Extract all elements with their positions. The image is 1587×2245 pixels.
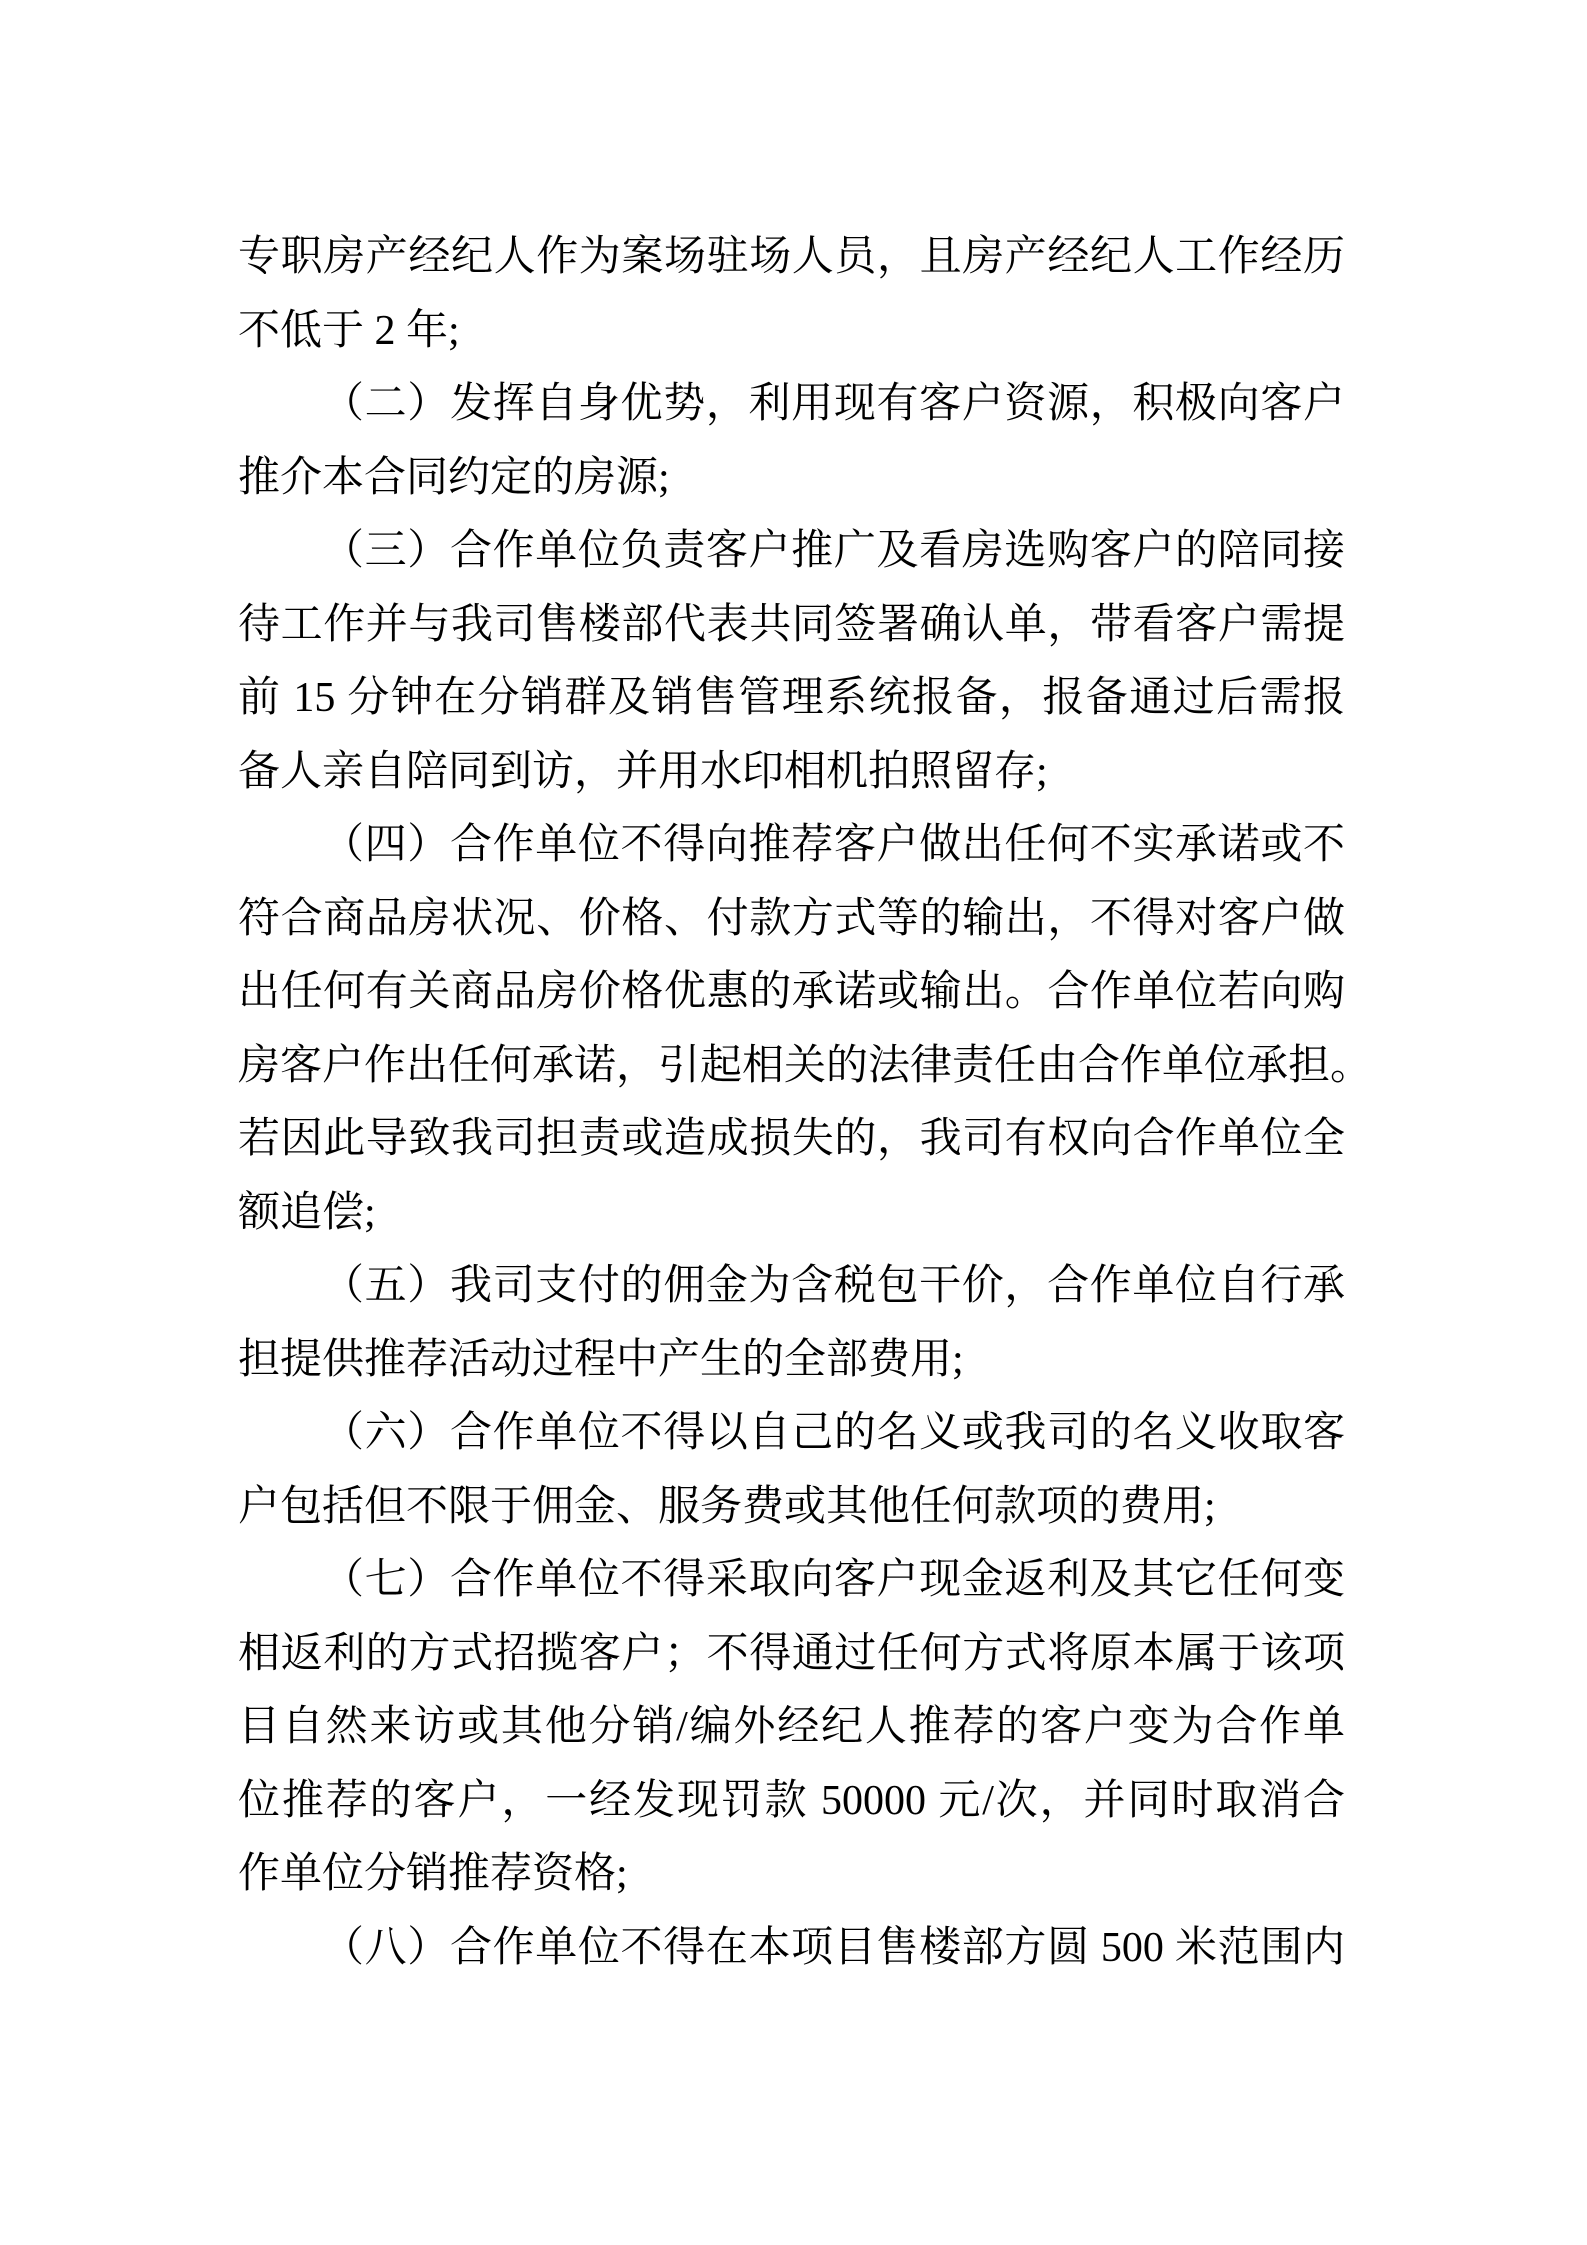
document-line: 目自然来访或其他分销/编外经纪人推荐的客户变为合作单: [238, 1704, 1345, 1750]
document-line: 额追偿;: [238, 1189, 376, 1236]
document-line: 备人亲自陪同到访，并用水印相机拍照留存;: [238, 748, 1048, 795]
document-line: （八）合作单位不得在本项目售楼部方圆 500 米范围内: [322, 1924, 1345, 1971]
document-line: 位推荐的客户，一经发现罚款 50000 元/次，并同时取消合: [238, 1777, 1345, 1824]
document-line: 出任何有关商品房价格优惠的承诺或输出。合作单位若向购: [238, 969, 1345, 1015]
document-line: 房客户作出任何承诺，引起相关的法律责任由合作单位承担。: [238, 1042, 1373, 1089]
document-line: 不低于 2 年;: [238, 307, 460, 354]
document-line: 推介本合同约定的房源;: [238, 454, 670, 501]
document-line: （七）合作单位不得采取向客户现金返利及其它任何变: [322, 1557, 1345, 1603]
document-line: （二）发挥自身优势，利用现有客户资源，积极向客户: [322, 381, 1345, 427]
document-line: （五）我司支付的佣金为含税包干价，合作单位自行承: [322, 1263, 1345, 1309]
document-line: 专职房产经纪人作为案场驻场人员，且房产经纪人工作经历: [238, 234, 1345, 280]
document-line: （六）合作单位不得以自己的名义或我司的名义收取客: [322, 1410, 1345, 1456]
document-line: （三）合作单位负责客户推广及看房选购客户的陪同接: [322, 528, 1345, 574]
document-line: 符合商品房状况、价格、付款方式等的输出，不得对客户做: [238, 895, 1345, 942]
document-line: 待工作并与我司售楼部代表共同签署确认单，带看客户需提: [238, 601, 1345, 648]
document-line: （四）合作单位不得向推荐客户做出任何不实承诺或不: [322, 822, 1345, 868]
document-line: 前 15 分钟在分销群及销售管理系统报备，报备通过后需报: [238, 675, 1345, 721]
document-line: 若因此导致我司担责或造成损失的，我司有权向合作单位全: [238, 1116, 1345, 1162]
document-line: 担提供推荐活动过程中产生的全部费用;: [238, 1336, 964, 1383]
document-line: 作单位分销推荐资格;: [238, 1851, 628, 1897]
contract-text-block: [238, 221, 1373, 1985]
document-line: 相返利的方式招揽客户；不得通过任何方式将原本属于该项: [238, 1630, 1345, 1677]
document-line: 户包括但不限于佣金、服务费或其他任何款项的费用;: [238, 1483, 1216, 1530]
